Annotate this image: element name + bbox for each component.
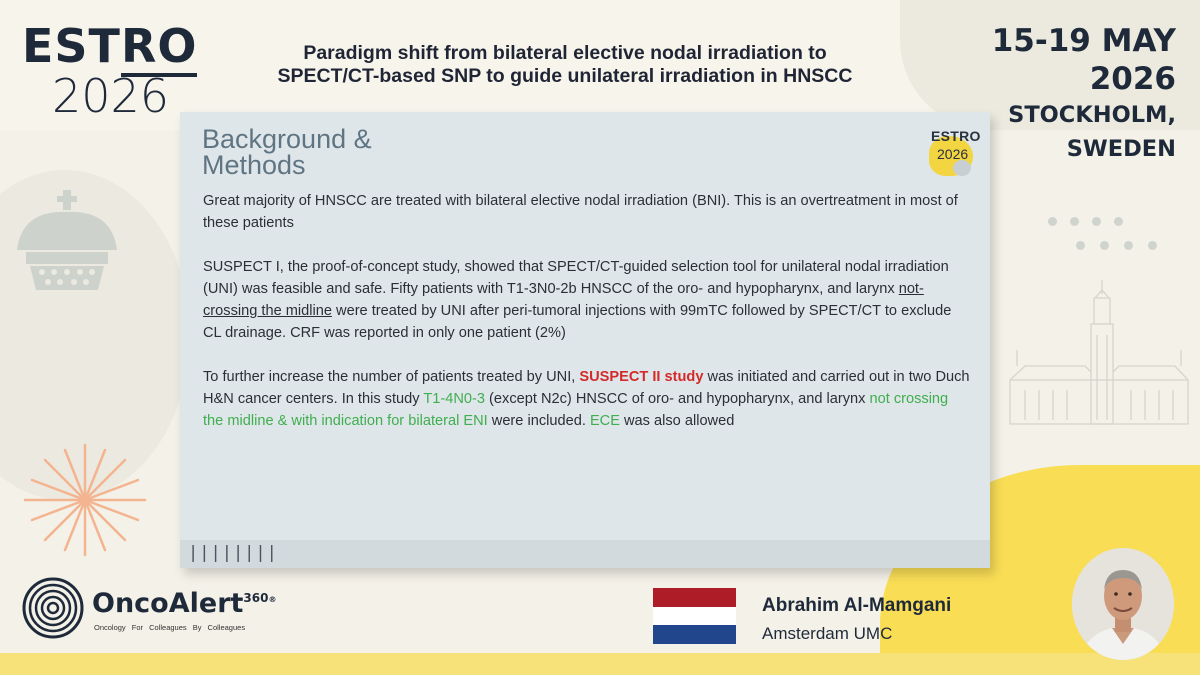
bullet-item (192, 190, 972, 234)
bullet-text: Great majority of HNSCC are treated with bilateral elective nodal irradiation (BNI). This is an overtreatment in most of these patients (203, 193, 958, 231)
logo-word (22, 19, 198, 73)
bullet-marker (192, 190, 203, 234)
bullet-text-part: was also allowed (619, 413, 735, 429)
bullet-text (203, 366, 972, 432)
logo-blob-small (953, 160, 971, 176)
bullet-underlined-text: not-crossing the midline (203, 281, 924, 319)
slide-footer-ticks: |||||||| (188, 543, 278, 563)
bullet-text-part: were included. (487, 413, 590, 429)
bullet-item (192, 256, 972, 344)
logo-word-part: EST (22, 19, 121, 73)
oncoalert-logo (22, 577, 277, 644)
slide-estro-logo (927, 126, 981, 180)
highlight-green-text: not crossing the midline & with indication for bilateral ENI (203, 391, 949, 429)
brand-superscript: 360 (243, 591, 269, 605)
event-location: STOCKHOLM, SWEDEN (1008, 102, 1176, 162)
flag-stripe-blue (653, 625, 736, 644)
crown-icon (12, 190, 122, 300)
logo-year: 2026 (52, 69, 170, 123)
oncoalert-brand (92, 588, 276, 619)
speaker-photo (1072, 548, 1174, 660)
speaker-affiliation: Amsterdam UMC (762, 624, 893, 643)
slide-heading-line-1: Background & (202, 124, 372, 154)
starburst-icon (20, 440, 150, 560)
flag-stripe-white (653, 607, 736, 626)
slide-logo-year: 2026 (937, 146, 969, 162)
speaker-name: Abrahim Al-Mamgani (762, 595, 952, 616)
slide-footer-band (180, 540, 990, 568)
slide-heading (202, 126, 372, 178)
title-line-2: SPECT/CT-based SNP to guide unilateral irradiation in HNSCC (277, 65, 853, 87)
presentation-title (230, 42, 900, 88)
highlight-red-text: SUSPECT II study (579, 369, 704, 385)
avatar-illustration (1072, 548, 1174, 660)
brand-name: OncoAlert (92, 588, 244, 619)
brand-registered-mark: ® (268, 595, 277, 604)
logo-word-underlined: RO (121, 19, 198, 77)
bullet-marker (192, 366, 203, 432)
oncoalert-logo-icon (22, 577, 84, 639)
bullet-text-part: (except N2c) HNSCC of oro- and hypopharynx, and larynx (485, 391, 870, 407)
netherlands-flag-icon (653, 588, 736, 644)
flag-stripe-red (653, 588, 736, 607)
bullet-item (192, 366, 972, 432)
event-dates: 15-19 MAY 2026 (991, 23, 1176, 97)
estro-2026-logo (22, 19, 198, 123)
bottom-yellow-strip (0, 653, 1200, 675)
highlight-green-text: ECE (589, 413, 620, 429)
bullet-text-part: was initiated and carried out in two Duch H&N cancer centers. In this study (203, 369, 970, 407)
oncoalert-tagline: Oncology For Colleagues By Colleagues (94, 623, 246, 632)
slide-logo-word: ESTRO (931, 128, 981, 144)
city-hall-icon (1005, 280, 1195, 430)
slide-heading-line-2: Methods (202, 150, 306, 180)
bullet-text-part: were treated by UNI after peri-tumoral injections with 99mTC followed by SPECT/CT to exclude CL drainage. CRF was reported in only one patient (2%) (203, 303, 952, 341)
bullet-text-part: To further increase the number of patients treated by UNI, (203, 369, 580, 385)
highlight-green-text: T1-4N0-3 (423, 391, 485, 407)
presentation-slide (180, 112, 990, 568)
bullet-marker (192, 256, 203, 344)
bullet-list (192, 190, 972, 454)
bullet-text-part: SUSPECT I, the proof-of-concept study, showed that SPECT/CT-guided selection tool for unilateral nodal irradiation (UNI) was feasible and safe. Fifty patients with T1-3N0-2b HNSCC of the oro- and hypopharynx, and larynx (203, 259, 949, 297)
title-line-1: Paradigm shift from bilateral elective nodal irradiation to (303, 42, 827, 64)
bullet-text (203, 256, 972, 344)
